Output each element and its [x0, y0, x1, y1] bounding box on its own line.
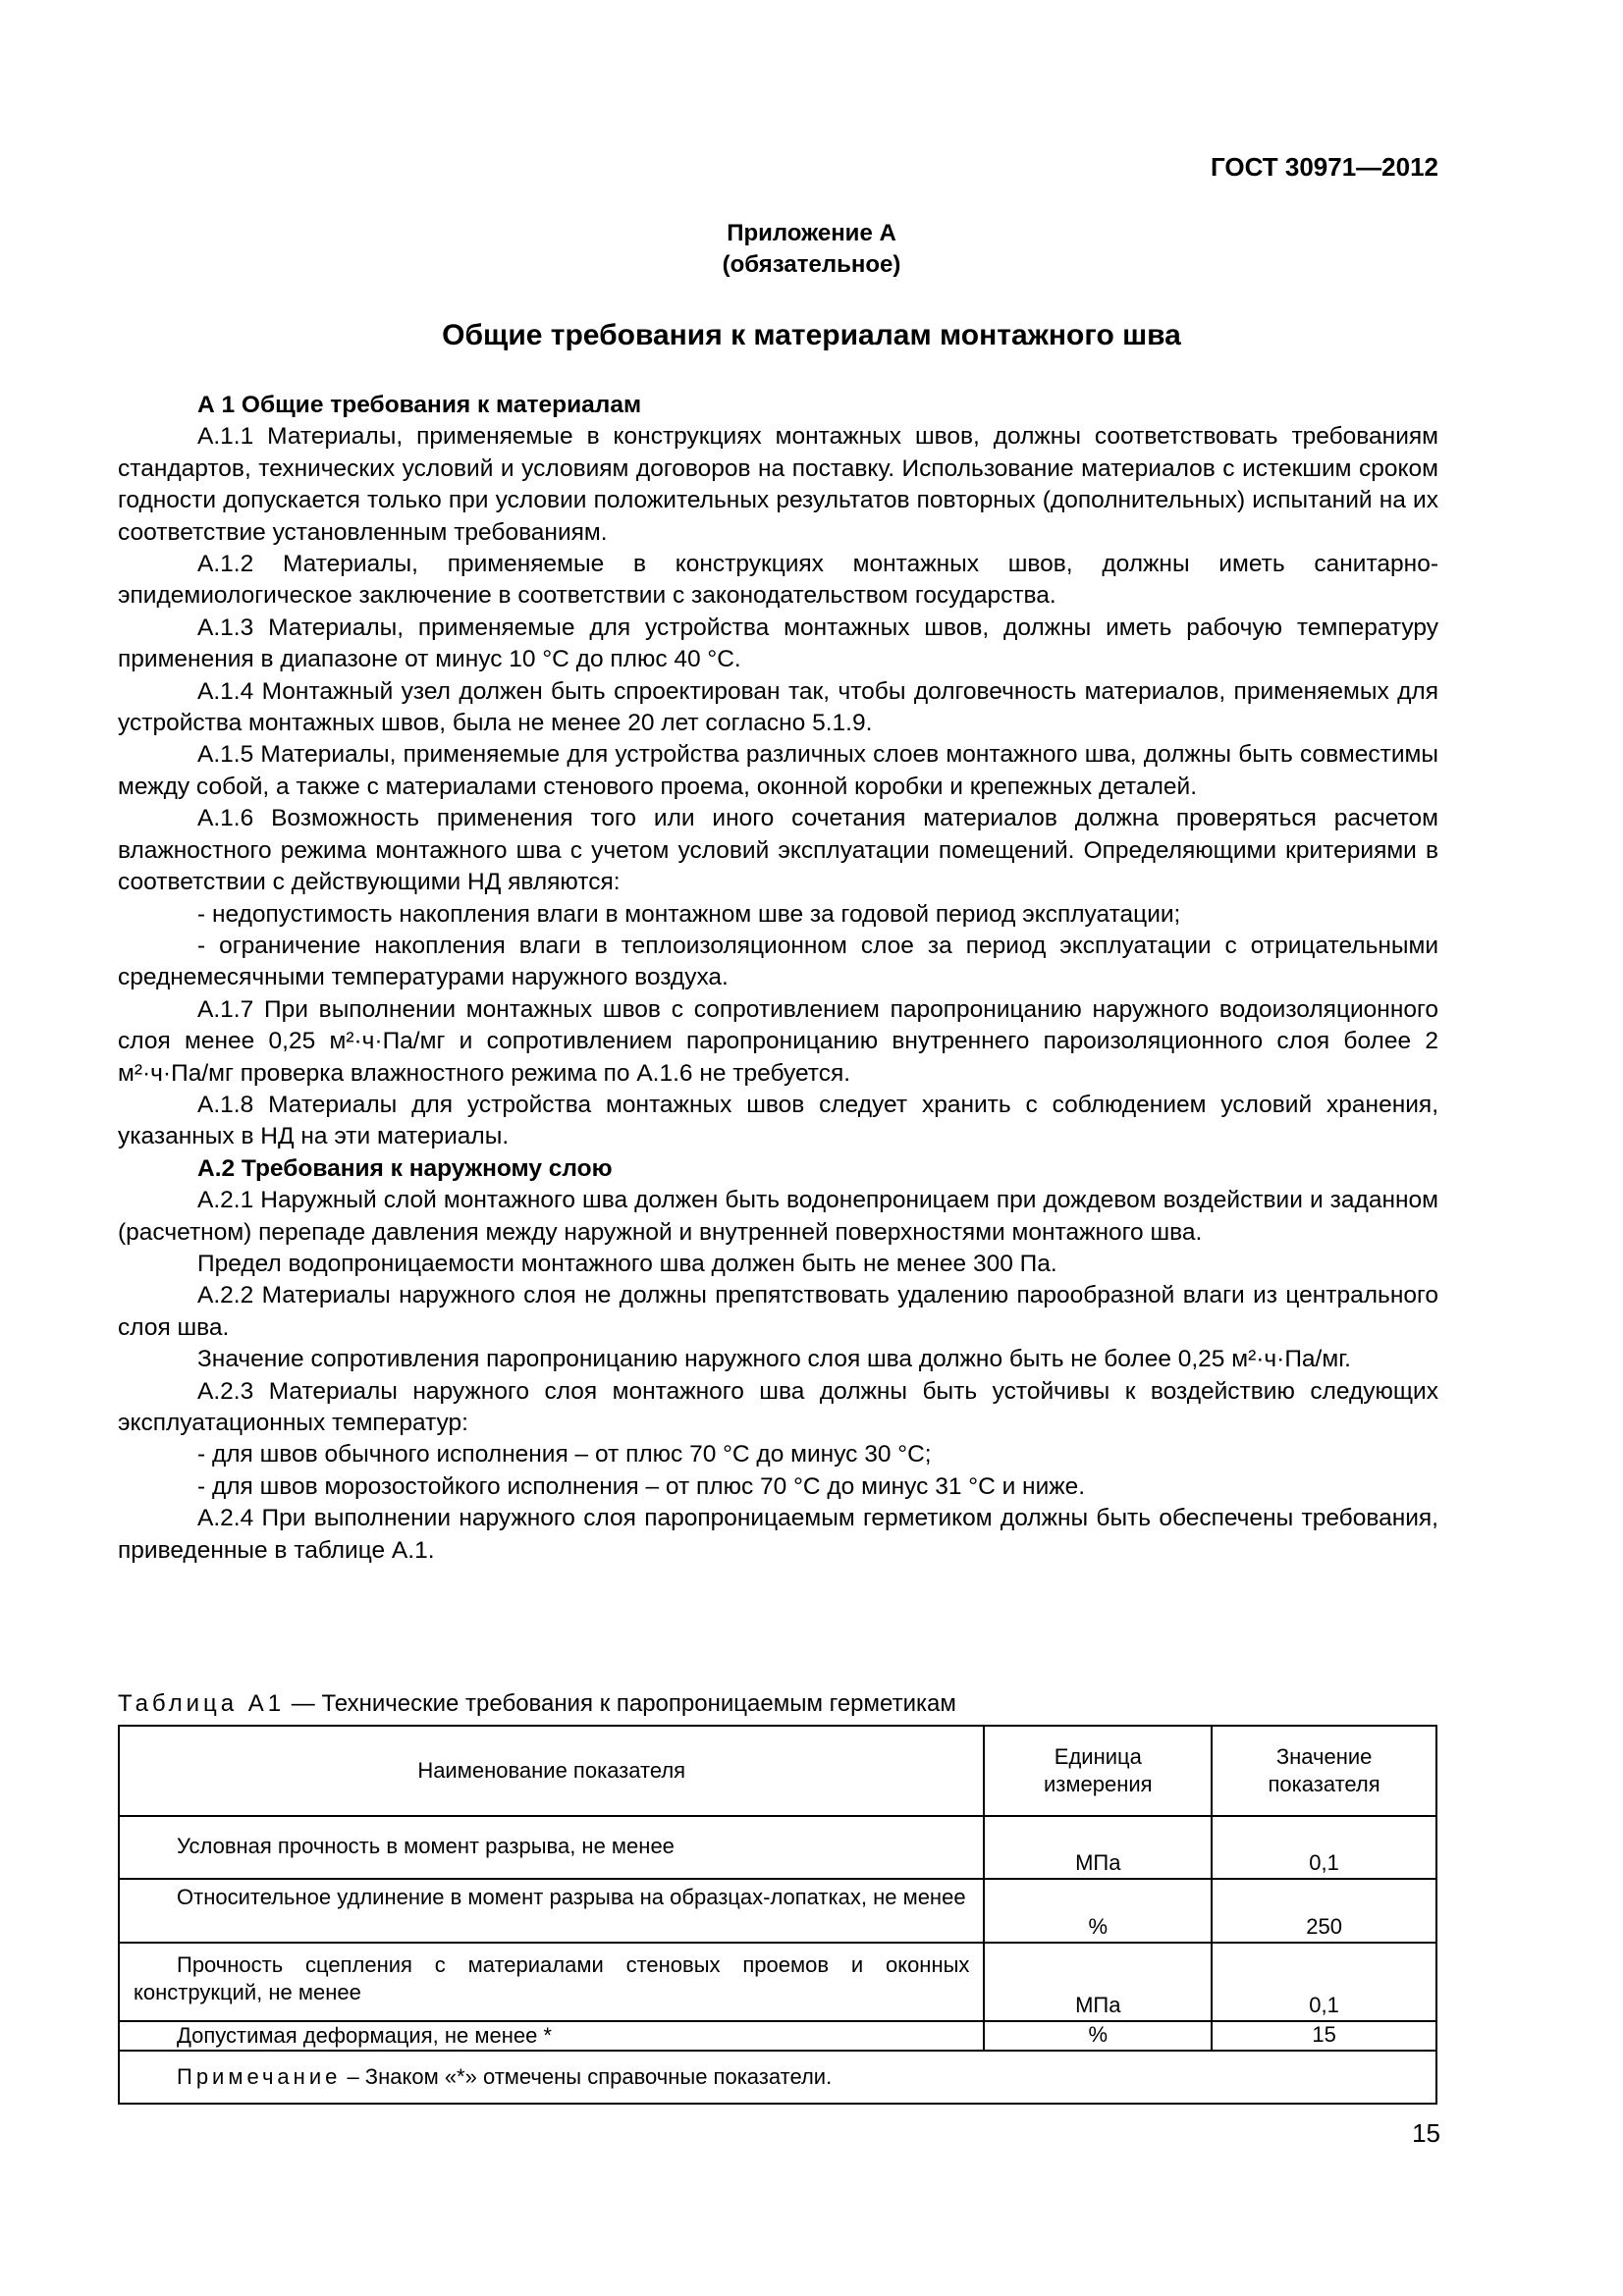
note-text: – Знаком «*» отмечены справочные показатели.: [341, 2064, 833, 2089]
annex-label: Приложение А: [727, 220, 896, 246]
section-heading: А.2 Требования к наружному слою: [197, 1154, 613, 1182]
paragraph: А.1.8 Материалы для устройства монтажных швов следует хранить с соблюдением условий хранения, указанных в НД на эти материалы.: [118, 1091, 1438, 1150]
row-unit: %: [984, 1879, 1212, 1943]
paragraph: А.1.1 Материалы, применяемые в конструкциях монтажных швов, должны соответствовать требованиям стандартов, технических условий и условиям договоров на поставку. Использование материалов с истекшим сроком годности допускается только при условии положительных результатов повторных (дополнительных) испытаний на их соответствие установленным требованиям.: [118, 423, 1438, 546]
table-row: [119, 2021, 1436, 2051]
row-unit: МПа: [984, 1943, 1212, 2021]
paragraph: А.1.6 Возможность применения того или иного сочетания материалов должна проверяться расчетом влажностного режима монтажного шва с учетом условий эксплуатации помещений. Определяющими критериями в соответствии с действующими НД являются:: [118, 805, 1438, 896]
paragraph: - недопустимость накопления влаги в монтажном шве за годовой период эксплуатации;: [197, 900, 1181, 928]
paragraph: А.2.4 При выполнении наружного слоя паропроницаемым герметиком должны быть обеспечены требования, приведенные в таблице А.1.: [118, 1505, 1438, 1564]
header-unit: Единица измерения: [984, 1726, 1212, 1816]
body-text: [118, 390, 1438, 1567]
annex-heading: [0, 218, 1623, 281]
table-note: [119, 2051, 1436, 2104]
row-value: 0,1: [1212, 1943, 1436, 2021]
row-value: 0,1: [1212, 1816, 1436, 1879]
row-value: 250: [1212, 1879, 1436, 1943]
table-row: [119, 1816, 1436, 1879]
paragraph: А.1.3 Материалы, применяемые для устройства монтажных швов, должны иметь рабочую температуру применения в диапазоне от минус 10 °С до плюс 40 °С.: [118, 614, 1438, 673]
row-name: Допустимая деформация, не менее *: [119, 2021, 984, 2051]
section-heading: А 1 Общие требования к материалам: [197, 392, 642, 418]
table-caption: [118, 1690, 956, 1718]
paragraph: А.1.2 Материалы, применяемые в конструкциях монтажных швов, должны иметь санитарно-эпидемиологическое заключение в соответствии с законодательством государства.: [118, 551, 1438, 610]
table-row: [119, 1879, 1436, 1943]
table-caption-label: Таблица А1: [118, 1690, 286, 1717]
paragraph: А.2.1 Наружный слой монтажного шва должен быть водонепроницаем при дождевом воздействии и заданном (расчетном) перепаде давления между наружной и внутренней поверхностями монтажного шва.: [118, 1187, 1438, 1246]
paragraph: - для швов морозостойкого исполнения – от плюс 70 °С до минус 31 °С и ниже.: [197, 1472, 1086, 1500]
paragraph: А.1.4 Монтажный узел должен быть спроектирован так, чтобы долговечность материалов, применяемых для устройства монтажных швов, была не менее 20 лет согласно 5.1.9.: [118, 677, 1438, 737]
requirements-table: [118, 1725, 1437, 2105]
row-unit: МПа: [984, 1816, 1212, 1879]
row-name: Относительное удлинение в момент разрыва на образцах-лопатках, не менее: [119, 1879, 984, 1943]
paragraph: А.1.5 Материалы, применяемые для устройства различных слоев монтажного шва, должны быть совместимы между собой, а также с материалами стенового проема, оконной коробки и крепежных деталей.: [118, 741, 1438, 800]
note-label: Примечание: [177, 2064, 342, 2089]
table-caption-text: — Технические требования к паропроницаемым герметикам: [285, 1690, 956, 1717]
paragraph: А.2.2 Материалы наружного слоя не должны препятствовать удалению парообразной влаги из центрального слоя шва.: [118, 1282, 1438, 1341]
paragraph: А.2.3 Материалы наружного слоя монтажного шва должны быть устойчивы к воздействию следующих эксплуатационных температур:: [118, 1377, 1438, 1436]
table-note-row: [119, 2051, 1436, 2104]
table-header-row: [119, 1726, 1436, 1816]
paragraph: - для швов обычного исполнения – от плюс 70 °С до минус 30 °С;: [197, 1441, 932, 1468]
annex-title: Общие требования к материалам монтажного шва: [442, 319, 1181, 351]
paragraph: А.1.7 При выполнении монтажных швов с сопротивлением паропроницанию наружного водоизоляционного слоя менее 0,25 м²·ч·Па/мг и сопротивлением паропроницанию внутреннего пароизоляционного слоя более 2 м²·ч·Па/мг проверка влажностного режима по А.1.6 не требуется.: [118, 995, 1438, 1087]
paragraph: Значение сопротивления паропроницанию наружного слоя шва должно быть не более 0,25 м²·ч·Па/мг.: [197, 1346, 1351, 1373]
page-number: 15: [1412, 2118, 1440, 2148]
row-value: 15: [1212, 2021, 1436, 2051]
annex-status: (обязательное): [722, 251, 901, 278]
row-unit: %: [984, 2021, 1212, 2051]
paragraph: - ограничение накопления влаги в теплоизоляционном слое за период эксплуатации с отрицательными среднемесячными температурами наружного воздуха.: [118, 932, 1438, 991]
header-name: Наименование показателя: [119, 1726, 984, 1816]
row-name: Условная прочность в момент разрыва, не менее: [119, 1816, 984, 1879]
document-header: ГОСТ 30971—2012: [1211, 152, 1438, 182]
header-value: Значение показателя: [1212, 1726, 1436, 1816]
table-row: [119, 1943, 1436, 2021]
paragraph: Предел водопроницаемости монтажного шва должен быть не менее 300 Па.: [197, 1250, 1057, 1277]
row-name: Прочность сцепления с материалами стеновых проемов и оконных конструкций, не менее: [119, 1943, 984, 2021]
